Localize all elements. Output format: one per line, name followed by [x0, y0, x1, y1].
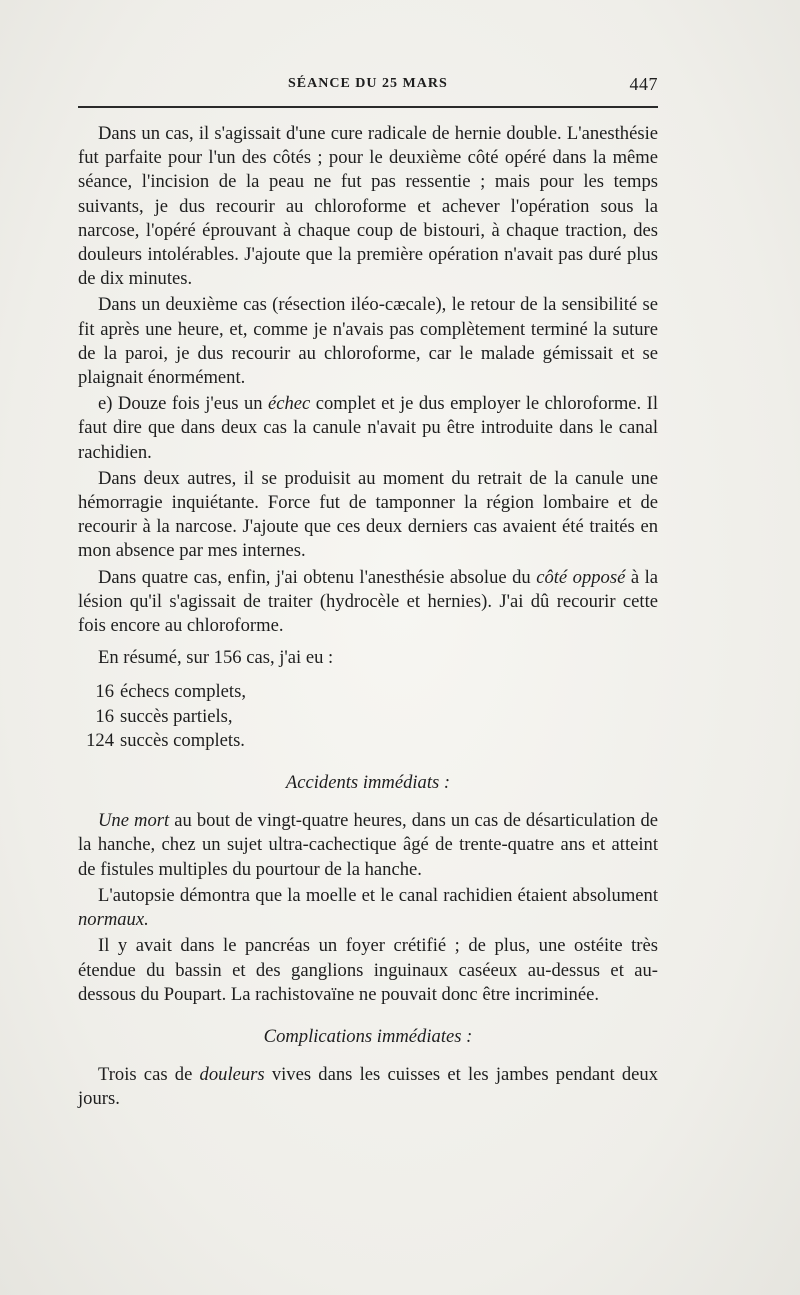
paragraph-rest: complet et je dus employer le chloroforme. Il faut dire que dans deux cas la canule n'avait pu être introduite dans le canal rachidien. [78, 393, 658, 463]
paragraph-rest: au bout de vingt-quatre heures, dans un cas de désarticulation de la hanche, chez un sujet ultra-cachectique âgé de trente-quatre ans et atteint de fistules multiples du pourtour de la hanche. [78, 810, 658, 880]
section-heading: Complications immédiates : [263, 1025, 473, 1047]
result-count: 124 [86, 729, 114, 751]
paragraph-lead: e) Douze fois j'eus un [98, 393, 268, 415]
summary-line: En résumé, sur 156 cas, j'ai eu : [98, 647, 334, 669]
result-label: échecs complets, [120, 681, 246, 703]
paragraph: Dans deux autres, il se produisit au moment du retrait de la canule une hémorragie inquiétante. Force fut de tamponner la région lombaire et de recourir à la narcose. J'ajoute que ces deux derniers cas avaient été traités en mon absence par mes internes. [78, 467, 658, 562]
paragraph [78, 809, 658, 882]
emphasis: échec [268, 393, 311, 415]
running-title: SÉANCE DU 25 MARS [288, 76, 448, 91]
page-body [78, 122, 658, 1114]
paragraph-lead: Dans quatre cas, enfin, j'ai obtenu l'anesthésie absolue du [98, 566, 537, 588]
page-header [78, 72, 658, 102]
emphasis: douleurs [199, 1064, 265, 1086]
list-item [78, 680, 658, 704]
paragraph-lead: Trois cas de [98, 1064, 200, 1086]
list-item [78, 729, 658, 753]
paragraph-rest: vives dans les cuisses et les jambes pendant deux jours. [78, 1064, 658, 1110]
list-item [78, 705, 658, 729]
result-label: succès complets. [120, 729, 245, 751]
emphasis: normaux. [78, 909, 149, 931]
emphasis: côté opposé [536, 566, 626, 588]
paragraph: Il y avait dans le pancréas un foyer crétifié ; de plus, une ostéite très étendue du bassin et des ganglions inguinaux caséeux au-dessus et au-dessous du Poupart. La rachistovaïne ne pouvait donc être incriminée. [78, 935, 658, 1005]
results-list [78, 680, 658, 753]
page-number: 447 [629, 74, 658, 94]
paragraph [78, 884, 658, 932]
result-count: 16 [95, 705, 114, 727]
paragraph-rest: à la lésion qu'il s'agissait de traiter (hydrocèle et hernies). J'ai dû recourir cette fois encore au chloroforme. [78, 566, 658, 637]
paragraph-lead: L'autopsie démontra que la moelle et le canal rachidien étaient absolument [98, 884, 658, 906]
emphasis: Une mort [98, 810, 170, 832]
paragraph [78, 392, 658, 465]
result-label: succès partiels, [120, 705, 233, 727]
paragraph: Dans un deuxième cas (résection iléo-cæcale), le retour de la sensibilité se fit après une heure, et, comme je n'avais pas complètement terminé la suture de la paroi, je dus recourir au chloroforme, car le malade gémissait et se plaignait énormément. [78, 294, 658, 389]
section-heading: Accidents immédiats : [285, 772, 451, 794]
result-count: 16 [95, 681, 114, 703]
paragraph: Dans un cas, il s'agissait d'une cure radicale de hernie double. L'anesthésie fut parfaite pour l'un des côtés ; pour le deuxième côté opéré dans la même séance, l'incision de la peau ne fut pas ressentie ; mais pour les temps suivants, je dus recourir au chloroforme et achever l'opération sous la narcose, l'opéré éprouvant à chaque coup de bistouri, à chaque traction, des douleurs intolérables. J'ajoute que la première opération n'avait pas duré plus de dix minutes. [78, 123, 658, 290]
header-rule [78, 106, 658, 108]
paragraph [78, 1063, 658, 1111]
paragraph [78, 566, 658, 639]
